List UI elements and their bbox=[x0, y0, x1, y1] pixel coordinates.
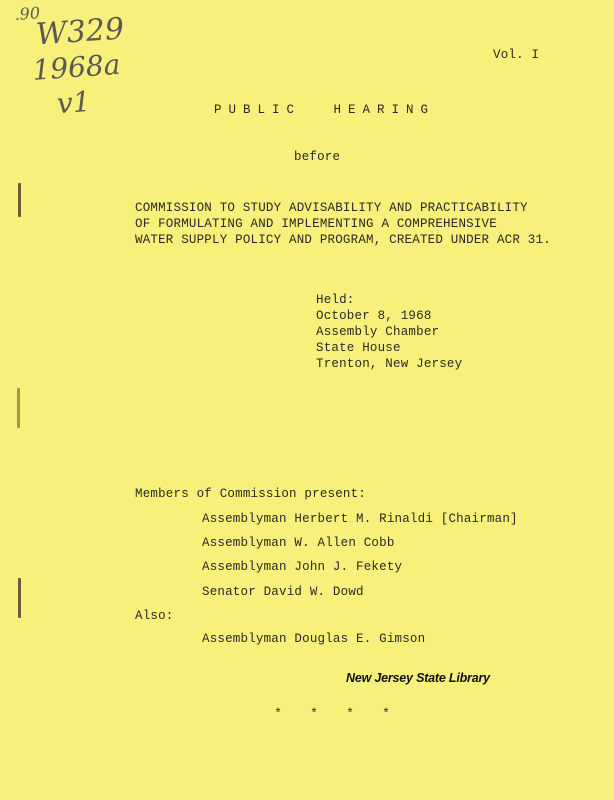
member-name: Assemblyman W. Allen Cobb bbox=[202, 536, 395, 550]
handwritten-call-number bbox=[14, 0, 130, 124]
member-name: Assemblyman Herbert M. Rinaldi [Chairman] bbox=[202, 512, 518, 526]
binder-mark bbox=[18, 183, 21, 217]
volume-label: Vol. I bbox=[493, 48, 540, 62]
library-stamp: New Jersey State Library bbox=[346, 671, 490, 685]
commission-title bbox=[135, 200, 551, 248]
handwritten-line: 1968a bbox=[31, 47, 122, 87]
member-name: Assemblyman John J. Fekety bbox=[202, 560, 403, 574]
binder-mark bbox=[18, 578, 21, 618]
handwritten-line: .90 bbox=[13, 3, 41, 24]
handwritten-line: W329 bbox=[34, 11, 126, 53]
star-glyph: * bbox=[310, 706, 318, 721]
commission-title-line: OF FORMULATING AND IMPLEMENTING A COMPREHENSIVE bbox=[135, 217, 497, 231]
also-label: Also: bbox=[135, 609, 174, 623]
separator-stars bbox=[260, 704, 404, 722]
held-date: October 8, 1968 bbox=[316, 309, 432, 323]
member-name: Senator David W. Dowd bbox=[202, 585, 364, 599]
also-member-name: Assemblyman Douglas E. Gimson bbox=[202, 632, 426, 646]
star-glyph: * bbox=[382, 706, 390, 721]
page-title: PUBLIC HEARING bbox=[214, 103, 436, 117]
held-place: Trenton, New Jersey bbox=[316, 357, 463, 371]
commission-title-line: COMMISSION TO STUDY ADVISABILITY AND PRACTICABILITY bbox=[135, 201, 528, 215]
members-label: Members of Commission present: bbox=[135, 487, 367, 501]
star-glyph: * bbox=[274, 706, 282, 721]
commission-title-line: WATER SUPPLY POLICY AND PROGRAM, CREATED UNDER ACR 31. bbox=[135, 233, 551, 247]
binder-mark bbox=[17, 388, 20, 428]
star-glyph: * bbox=[346, 706, 354, 721]
handwritten-line: v1 bbox=[55, 84, 92, 121]
held-details bbox=[316, 292, 462, 372]
held-place: Assembly Chamber bbox=[316, 325, 440, 339]
held-place: State House bbox=[316, 341, 401, 355]
held-label: Held: bbox=[316, 293, 355, 307]
before-label: before bbox=[294, 150, 341, 164]
